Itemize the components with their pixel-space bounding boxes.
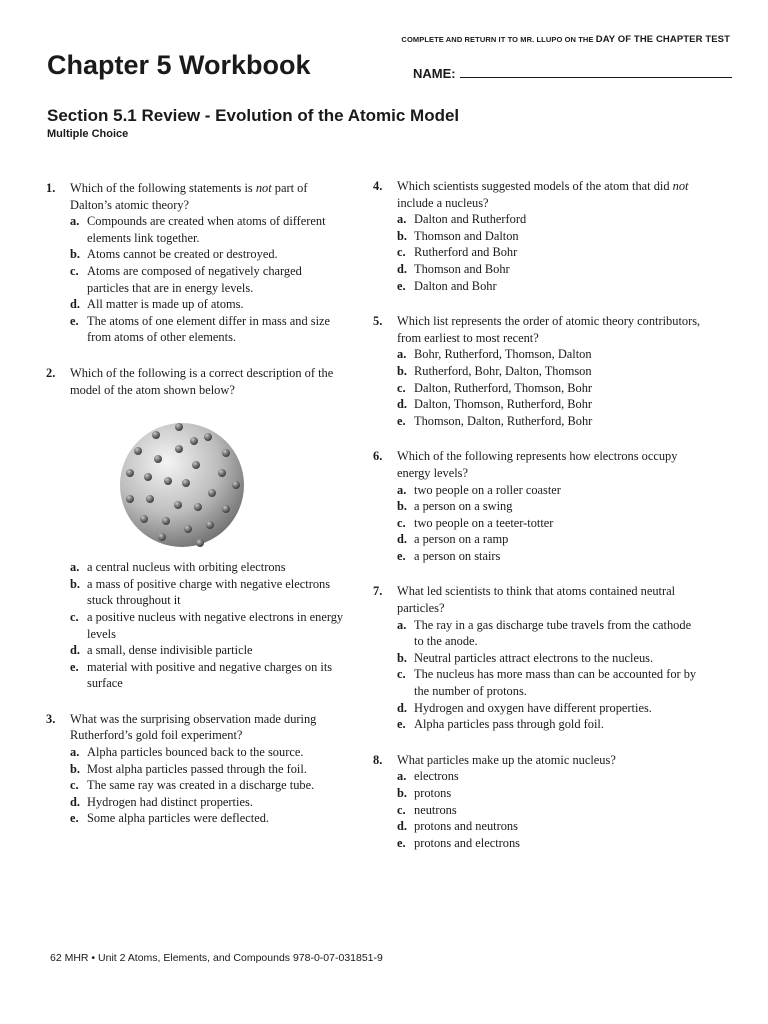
question-stem: Which list represents the order of atomic theory contributors, from earliest to most recent? bbox=[397, 314, 701, 345]
question-5 bbox=[373, 313, 703, 429]
question-4 bbox=[373, 178, 703, 294]
option-b: b. Atoms cannot be created or destroyed. bbox=[70, 247, 278, 262]
question-2 bbox=[46, 365, 346, 398]
question-stem: What particles make up the atomic nucleus? bbox=[397, 752, 616, 767]
return-instruction-emphasis: DAY OF THE CHAPTER TEST bbox=[595, 34, 730, 45]
question-2-options bbox=[46, 559, 346, 692]
option-a: a. two people on a roller coaster bbox=[397, 482, 561, 497]
section-subtitle: Multiple Choice bbox=[47, 128, 129, 140]
question-number: 6. bbox=[373, 449, 383, 464]
option-a: a. a central nucleus with orbiting electrons bbox=[70, 560, 286, 575]
name-field bbox=[413, 64, 732, 81]
name-blank-line bbox=[460, 64, 732, 78]
question-number: 2. bbox=[46, 365, 56, 380]
question-number: 3. bbox=[46, 711, 56, 726]
option-d: d. Thomson and Bohr bbox=[397, 261, 510, 276]
question-stem: Which of the following represents how electrons occupy energy levels? bbox=[397, 449, 678, 480]
option-e: e. Dalton and Bohr bbox=[397, 278, 497, 293]
option-d: d. protons and neutrons bbox=[397, 819, 518, 834]
return-instruction-small: COMPLETE AND RETURN IT TO MR. LLUPO ON THE bbox=[401, 35, 594, 44]
question-number: 4. bbox=[373, 179, 383, 193]
option-d: d. All matter is made up of atoms. bbox=[70, 297, 244, 312]
option-a: a. Alpha particles bounced back to the source. bbox=[70, 745, 304, 760]
option-c: c. Rutherford and Bohr bbox=[397, 245, 518, 260]
option-a: a. Dalton and Rutherford bbox=[397, 212, 527, 227]
question-stem: What led scientists to think that atoms contained neutral particles? bbox=[397, 584, 676, 616]
question-7 bbox=[373, 583, 703, 732]
option-c: c. The same ray was created in a discharge tube. bbox=[70, 778, 315, 793]
right-column bbox=[373, 178, 703, 851]
question-number: 1. bbox=[46, 181, 56, 195]
atom-model-illustration bbox=[118, 421, 246, 549]
option-b: b. protons bbox=[397, 786, 452, 800]
option-a: a. electrons bbox=[397, 769, 459, 784]
option-e: e. Some alpha particles were deflected. bbox=[70, 811, 269, 826]
option-c: c. neutrons bbox=[397, 802, 457, 817]
question-stem: Which of the following is a correct description of the model of the atom shown below? bbox=[70, 365, 334, 397]
option-b: b. Most alpha particles passed through the foil. bbox=[70, 761, 307, 776]
option-a: a. The ray in a gas discharge tube travels from the cathode to the anode. bbox=[397, 617, 692, 649]
option-b: b. Neutral particles attract electrons to the nucleus. bbox=[397, 650, 654, 665]
option-d: d. Dalton, Thomson, Rutherford, Bohr bbox=[397, 397, 593, 412]
option-c: c. Atoms are composed of negatively charged particles that are in energy levels. bbox=[70, 263, 302, 295]
name-label: NAME: bbox=[413, 66, 456, 81]
option-c: c. a positive nucleus with negative electrons in energy levels bbox=[70, 609, 344, 641]
option-e: e. Alpha particles pass through gold foil. bbox=[397, 717, 604, 732]
plum-pudding-atom-figure bbox=[46, 407, 346, 557]
option-d: d. a person on a ramp bbox=[397, 532, 509, 547]
option-b: b. Rutherford, Bohr, Dalton, Thomson bbox=[397, 363, 592, 378]
option-e: e. protons and electrons bbox=[397, 835, 520, 850]
option-e: e. material with positive and negative charges on its surface bbox=[70, 659, 333, 691]
question-6 bbox=[373, 448, 703, 564]
question-number: 7. bbox=[373, 584, 383, 599]
option-b: b. a person on a swing bbox=[397, 499, 513, 514]
left-column bbox=[46, 180, 346, 827]
option-e: e. a person on stairs bbox=[397, 548, 501, 563]
question-number: 5. bbox=[373, 314, 383, 329]
option-a: a. Bohr, Rutherford, Thomson, Dalton bbox=[397, 347, 592, 362]
question-3 bbox=[46, 711, 346, 827]
option-c: c. two people on a teeter-totter bbox=[397, 515, 554, 530]
positive-sphere bbox=[120, 423, 244, 547]
option-d: d. a small, dense indivisible particle bbox=[70, 643, 253, 658]
option-d: d. Hydrogen and oxygen have different properties. bbox=[397, 700, 652, 715]
question-stem: Which of the following statements is not part of Dalton’s atomic theory? bbox=[70, 181, 308, 212]
question-number: 8. bbox=[373, 752, 383, 767]
page-footer: 62 MHR • Unit 2 Atoms, Elements, and Compounds 978-0-07-031851-9 bbox=[50, 952, 383, 964]
option-e: e. Thomson, Dalton, Rutherford, Bohr bbox=[397, 413, 593, 428]
section-title: Section 5.1 Review - Evolution of the Atomic Model bbox=[47, 106, 460, 125]
question-stem: Which scientists suggested models of the atom that did not include a nucleus? bbox=[397, 179, 689, 210]
option-c: c. Dalton, Rutherford, Thomson, Bohr bbox=[397, 380, 593, 395]
question-1 bbox=[46, 180, 346, 346]
question-8 bbox=[373, 752, 703, 852]
option-b: b. a mass of positive charge with negative electrons stuck throughout it bbox=[70, 576, 331, 608]
option-e: e. The atoms of one element differ in mass and size from atoms of other elements. bbox=[70, 313, 331, 345]
option-c: c. The nucleus has more mass than can be accounted for by the number of protons. bbox=[397, 667, 697, 699]
chapter-title: Chapter 5 Workbook bbox=[47, 50, 311, 80]
option-a: a. Compounds are created when atoms of different elements link together. bbox=[70, 214, 326, 245]
question-stem: What was the surprising observation made during Rutherford’s gold foil experiment? bbox=[70, 711, 317, 743]
return-instruction bbox=[401, 34, 730, 45]
option-b: b. Thomson and Dalton bbox=[397, 228, 519, 243]
option-d: d. Hydrogen had distinct properties. bbox=[70, 794, 253, 809]
